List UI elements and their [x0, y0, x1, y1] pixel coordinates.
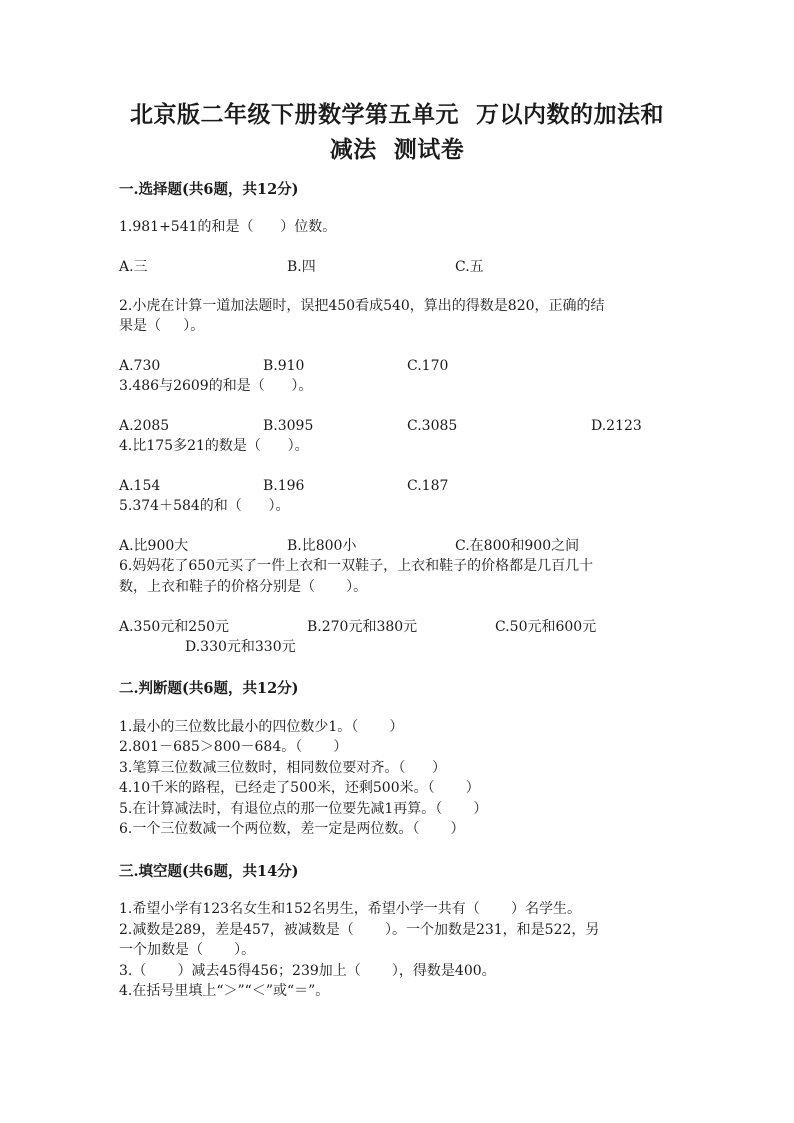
question-2-text-line2: 果是（ ）。 — [119, 318, 205, 334]
section-heading-judgment: 二.判断题(共6题，共12分) — [119, 680, 299, 697]
judgment-item-5: 5.在计算减法时，有退位点的那一位要先减1再算。（ ） — [119, 801, 488, 817]
question-4-text: 4.比175多21的数是（ ）。 — [119, 438, 309, 454]
page-title-line1: 北京版二年级下册数学第五单元 万以内数的加法和 — [129, 101, 664, 128]
question-4-option-c: C.187 — [407, 478, 449, 494]
question-4-option-b: B.196 — [263, 478, 305, 494]
question-3-option-b: B.3095 — [263, 418, 314, 434]
fill-item-2-line1: 2.减数是289，差是457，被减数是（ ）。一个加数是231，和是522，另 — [119, 922, 600, 938]
question-3-option-d: D.2123 — [591, 418, 642, 434]
question-6-option-b: B.270元和380元 — [307, 619, 418, 635]
question-6-option-c: C.50元和600元 — [495, 619, 597, 635]
fill-item-4: 4.在括号里填上“＞”“＜”或“＝”。 — [119, 983, 330, 999]
question-6-option-d: D.330元和330元 — [185, 639, 296, 655]
question-6-option-a: A.350元和250元 — [119, 619, 230, 635]
question-3-text: 3.486与2609的和是（ ）。 — [119, 378, 313, 394]
question-5-option-a: A.比900大 — [119, 538, 189, 554]
question-6-text-line2: 数，上衣和鞋子的价格分别是（ ）。 — [119, 579, 368, 595]
section-heading-fill-in: 三.填空题(共6题，共14分) — [119, 863, 299, 880]
judgment-item-3: 3.笔算三位数减三位数时，相同数位要对齐。（ ） — [119, 760, 447, 776]
judgment-item-6: 6.一个三位数减一个两位数，差一定是两位数。（ ） — [119, 821, 465, 837]
page-title-line2: 减法 测试卷 — [329, 136, 465, 163]
judgment-item-2: 2.801－685＞800－684。（ ） — [119, 739, 348, 755]
judgment-item-4: 4.10千米的路程，已经走了500米，还剩500米。（ ） — [119, 780, 480, 796]
question-2-text-line1: 2.小虎在计算一道加法题时，误把450看成540，算出的得数是820，正确的结 — [119, 298, 605, 314]
question-3-option-a: A.2085 — [119, 418, 170, 434]
fill-item-1: 1.希望小学有123名女生和152名男生，希望小学一共有（ ）名学生。 — [119, 901, 581, 917]
question-1-option-b: B.四 — [287, 259, 316, 275]
question-6-text-line1: 6.妈妈花了650元买了一件上衣和一双鞋子，上衣和鞋子的价格都是几百几十 — [119, 558, 594, 574]
question-1-text: 1.981+541的和是（ ）位数。 — [119, 219, 337, 235]
question-4-option-a: A.154 — [119, 478, 161, 494]
question-5-option-b: B.比800小 — [287, 538, 357, 554]
question-5-text: 5.374＋584的和（ ）。 — [119, 498, 290, 514]
fill-item-2-line2: 一个加数是（ ）。 — [119, 942, 256, 958]
section-heading-choice: 一.选择题(共6题，共12分) — [119, 181, 299, 198]
question-2-option-a: A.730 — [119, 358, 161, 374]
fill-item-3: 3.（ ）减去45得456；239加上（ ），得数是400。 — [119, 963, 496, 979]
question-3-option-c: C.3085 — [407, 418, 458, 434]
question-1-option-a: A.三 — [119, 259, 148, 275]
question-2-option-c: C.170 — [407, 358, 449, 374]
question-2-option-b: B.910 — [263, 358, 305, 374]
judgment-item-1: 1.最小的三位数比最小的四位数少1。（ ） — [119, 719, 404, 735]
question-5-option-c: C.在800和900之间 — [455, 538, 580, 554]
question-1-option-c: C.五 — [455, 259, 484, 275]
